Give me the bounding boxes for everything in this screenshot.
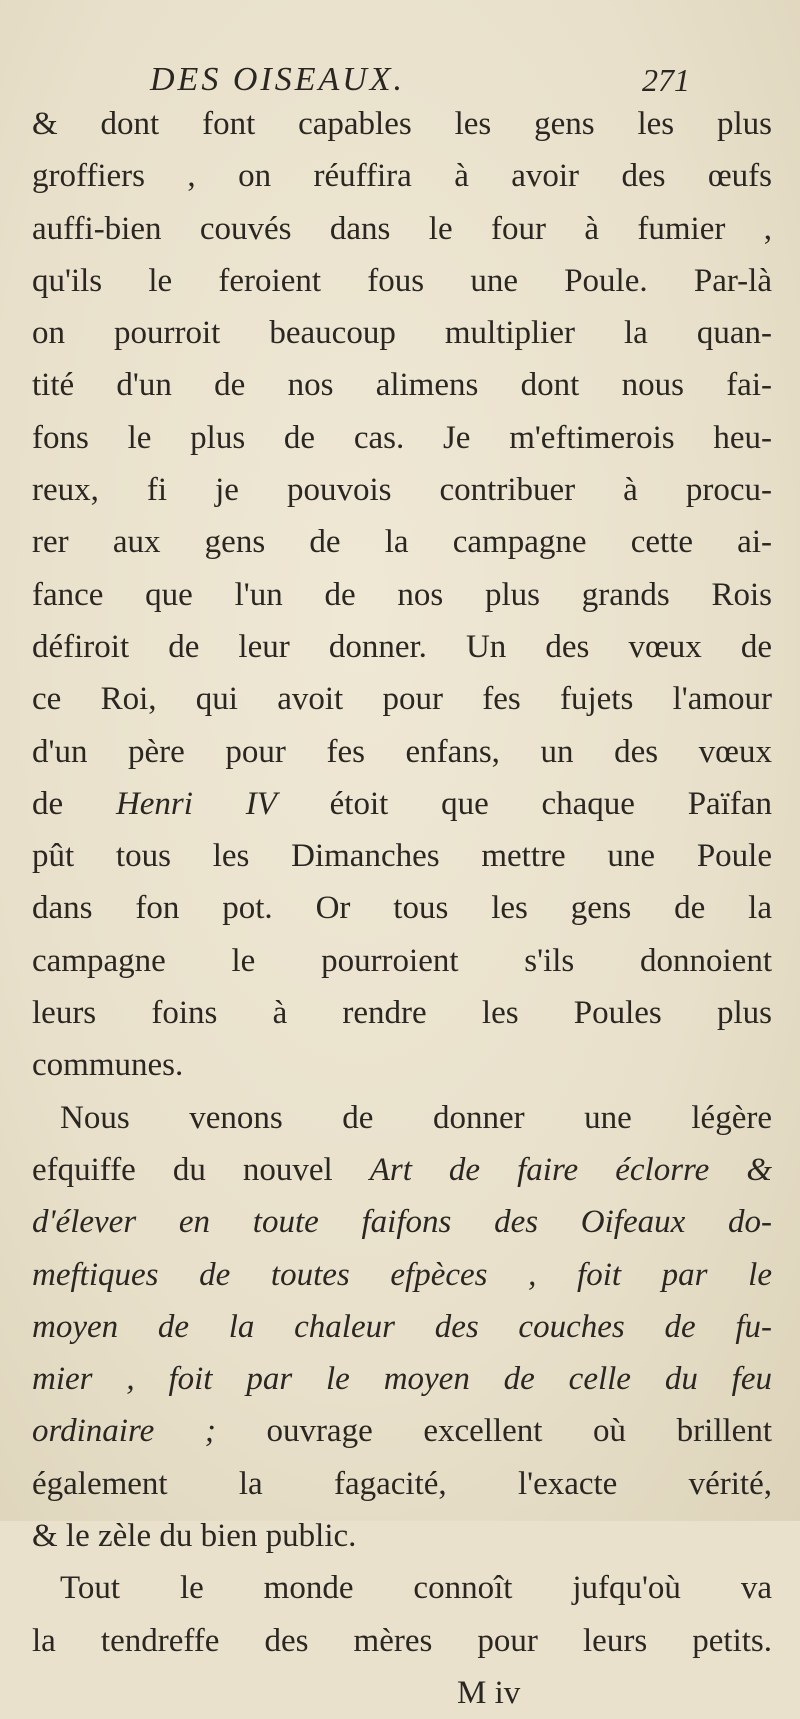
text-line: fons le plus de cas. Je m'eftimerois heu- xyxy=(32,419,772,456)
text-line-post: étoit que chaque Païfan xyxy=(276,785,773,822)
text-line: campagne le pourroient s'ils donnoient xyxy=(32,942,772,979)
text-line: moyen de la chaleur des couches de fu- xyxy=(32,1308,772,1345)
text-line-pre: de xyxy=(32,785,116,822)
running-title: DES OISEAUX. xyxy=(150,61,406,98)
text-line: leurs foins à rendre les Poules plus xyxy=(32,995,772,1032)
text-line xyxy=(32,1144,772,1196)
text-line: également la fagacité, l'exacte vérité, xyxy=(32,1465,772,1502)
text-line: ce Roi, qui avoit pour fes fujets l'amour xyxy=(32,681,772,718)
text-line: & le zèle du bien public. xyxy=(32,1518,357,1555)
text-line-pre: efquiffe du nouvel xyxy=(32,1151,370,1188)
text-line: d'un père pour fes enfans, un des vœux xyxy=(32,733,772,770)
page-header xyxy=(150,58,690,102)
text-line: reux, fi je pouvois contribuer à procu- xyxy=(32,472,772,509)
text-line: communes. xyxy=(32,1047,184,1084)
text-line: meftiques de toutes efpèces , foit par le xyxy=(32,1256,772,1293)
signature-mark: M iv xyxy=(457,1674,521,1711)
text-line: auffi-bien couvés dans le four à fumier , xyxy=(32,210,772,247)
text-line-italic: ordinaire ; xyxy=(32,1413,216,1450)
page-number: 271 xyxy=(642,62,690,98)
text-line xyxy=(32,1092,772,1144)
text-line: fance que l'un de nos plus grands Rois xyxy=(32,576,772,613)
text-line: Tout le monde connoît jufqu'où va xyxy=(60,1570,772,1607)
text-line xyxy=(32,1405,772,1457)
text-line: dans fon pot. Or tous les gens de la xyxy=(32,890,772,927)
text-line: qu'ils le feroient fous une Poule. Par-là xyxy=(32,262,772,299)
text-line: groffiers , on réuffira à avoir des œufs xyxy=(32,158,772,195)
text-line-italic: Art de faire éclorre & xyxy=(369,1151,772,1188)
body-text xyxy=(32,98,772,1719)
text-line: on pourroit beaucoup multiplier la quan- xyxy=(32,315,772,352)
text-line: la tendreffe des mères pour leurs petits. xyxy=(32,1622,772,1659)
text-line xyxy=(32,778,772,830)
text-line: mier , foit par le moyen de celle du feu xyxy=(32,1361,772,1398)
text-line: rer aux gens de la campagne cette ai- xyxy=(32,524,772,561)
text-line-italic: Henri IV xyxy=(115,785,277,822)
text-line: tité d'un de nos alimens dont nous fai- xyxy=(32,367,772,404)
text-line: défiroit de leur donner. Un des vœux de xyxy=(32,628,772,665)
text-line: d'élever en toute faifons des Oifeaux do- xyxy=(32,1204,772,1241)
text-line: pût tous les Dimanches mettre une Poule xyxy=(32,838,772,875)
text-line-post: ouvrage excellent où brillent xyxy=(215,1413,772,1450)
text-line: & dont font capables les gens les plus xyxy=(32,106,772,142)
text-line-pre: Nous venons de donner une légère xyxy=(60,1099,772,1136)
